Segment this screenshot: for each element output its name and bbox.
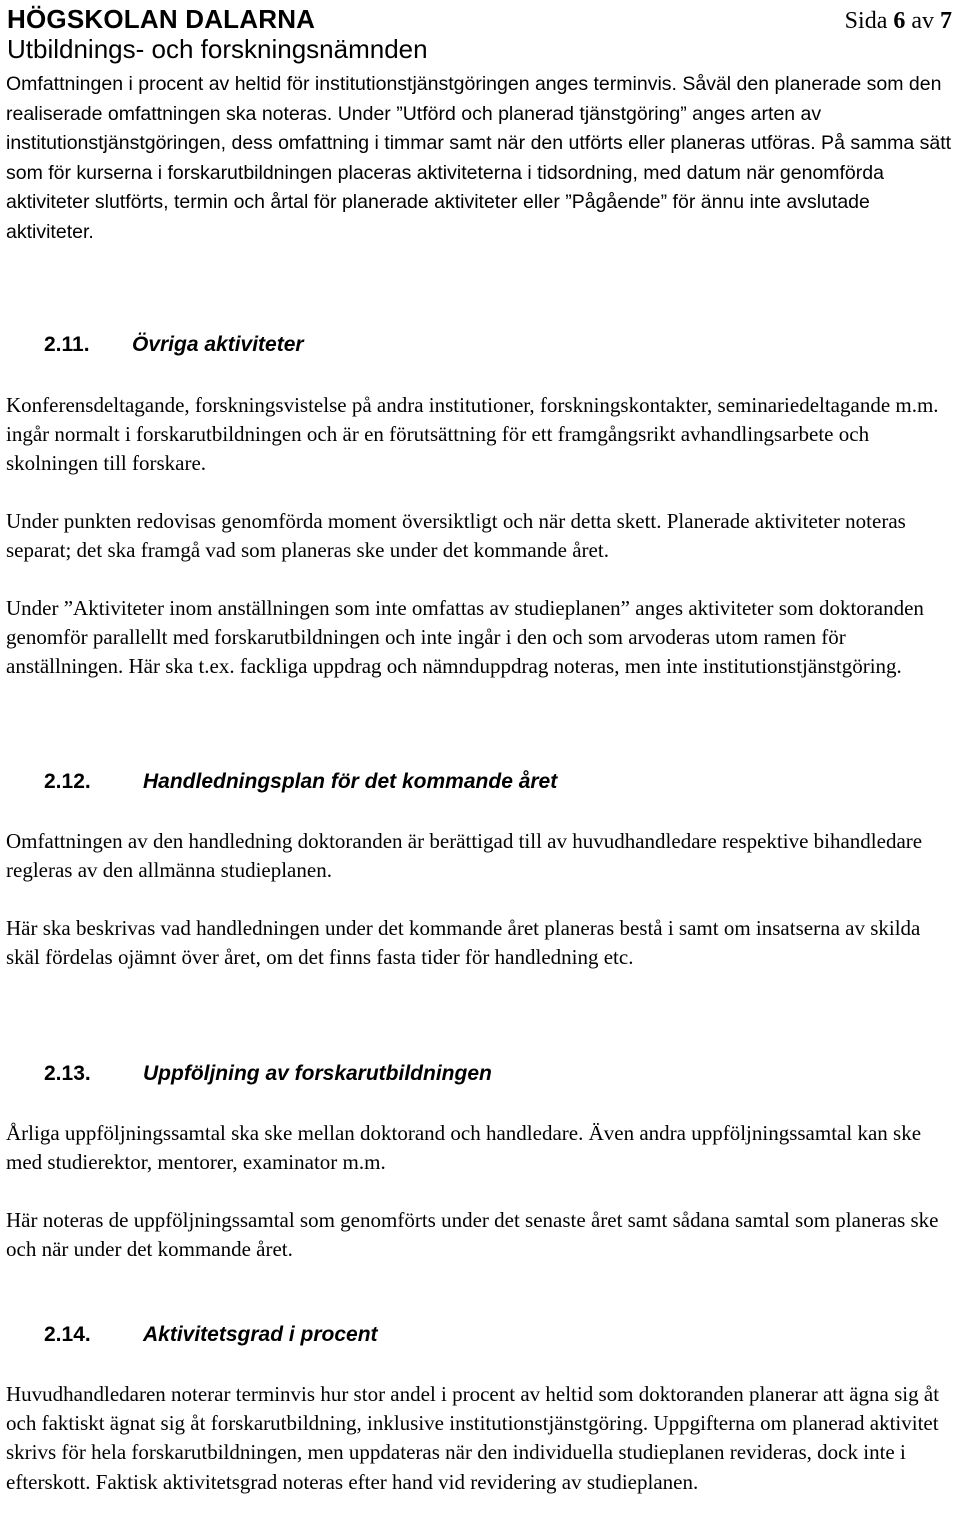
section-number: 2.13. bbox=[44, 1062, 91, 1085]
section-title: Uppföljning av forskarutbildningen bbox=[143, 1062, 492, 1085]
intro-text: Omfattningen i procent av heltid för institutionstjänstgöringen anges terminvis. Såväl den planerade som den realiserade omfattningen ska noteras. Under ”Utförd och planerad tjänstgöring” anges arten av institutionstjänstgöringen, dess omfattning i timmar samt när den utförts eller planeras utföras. På samma sätt som för kurserna i forskarutbildningen placeras aktiviteterna i tidsordning, med datum när genomförda aktiviteter slutförts, termin och årtal för planerade aktiviteter eller ”Pågående” för ännu inte avslutade aktiviteter. bbox=[6, 73, 952, 243]
section-number: 2.11. bbox=[44, 333, 90, 356]
department-name: Utbildnings- och forskningsnämnden bbox=[7, 34, 428, 64]
section-number: 2.14. bbox=[44, 1323, 91, 1346]
section-title: Handledningsplan för det kommande året bbox=[143, 770, 558, 793]
paragraph-text: Här ska beskrivas vad handledningen under det kommande året planeras bestå i samt om insatserna av skilda skäl fördelas ojämnt över året, om det finns fasta tider för handledning etc. bbox=[6, 916, 921, 970]
page-separator: av bbox=[911, 8, 934, 34]
section-heading-2-14 bbox=[44, 1323, 744, 1351]
paragraph-text: Omfattningen av den handledning doktoranden är berättigad till av huvudhandledare respektive bihandledare regleras av den allmänna studieplanen. bbox=[6, 829, 923, 883]
paragraph-text: Här noteras de uppföljningssamtal som genomförts under det senaste året samt sådana samtal som planeras ske och när under det kommande året. bbox=[6, 1208, 939, 1262]
intro-paragraph bbox=[6, 70, 956, 248]
institution-name: HÖGSKOLAN DALARNA bbox=[7, 4, 316, 34]
paragraph-text: Under ”Aktiviteter inom anställningen som inte omfattas av studieplanen” anges aktiviteter som doktoranden genomför parallellt med forskarutbildningen och inte ingår i den och som arvoderas utom ramen för anställningen. Här ska t.ex. fackliga uppdrag och nämnduppdrag noteras, men inte institutionstjänstgöring. bbox=[6, 596, 924, 679]
section-2-14-paragraph-1 bbox=[6, 1380, 956, 1497]
page-prefix: Sida bbox=[844, 8, 888, 34]
paragraph-text: Årliga uppföljningssamtal ska ske mellan doktorand och handledare. Även andra uppföljningssamtal kan ske med studierektor, mentorer, examinator m.m. bbox=[6, 1121, 922, 1175]
section-title: Övriga aktiviteter bbox=[132, 333, 304, 356]
section-2-13-paragraph-1 bbox=[6, 1119, 956, 1177]
section-2-11-paragraph-2 bbox=[6, 507, 956, 565]
section-2-13-paragraph-2 bbox=[6, 1206, 956, 1264]
page-total: 7 bbox=[940, 8, 952, 34]
section-heading-2-13 bbox=[44, 1062, 744, 1090]
page-number bbox=[845, 8, 952, 35]
section-number: 2.12. bbox=[44, 770, 91, 793]
section-2-12-paragraph-2 bbox=[6, 914, 956, 972]
page-header bbox=[7, 4, 428, 64]
paragraph-text: Konferensdeltagande, forskningsvistelse på andra institutioner, forskningskontakter, seminariedeltagande m.m. ingår normalt i forskarutbildningen och är en förutsättning för ett framgångsrikt avhandlingsarbete och skolningen till forskare. bbox=[6, 393, 939, 476]
section-2-11-paragraph-3 bbox=[6, 594, 956, 682]
page-current: 6 bbox=[893, 8, 906, 34]
paragraph-text: Under punkten redovisas genomförda moment översiktligt och när detta skett. Planerade aktiviteter noteras separat; det ska framgå vad som planeras ske under det kommande året. bbox=[6, 509, 906, 563]
section-title: Aktivitetsgrad i procent bbox=[143, 1323, 378, 1346]
section-heading-2-12 bbox=[44, 770, 744, 798]
paragraph-text: Huvudhandledaren noterar terminvis hur stor andel i procent av heltid som doktoranden planerar att ägna sig åt och faktiskt ägnat sig åt forskarutbildning, inklusive institutionstjänstgöring. Uppgifterna om planerad aktivitet skrivs för hela forskarutbildningen, men uppdateras när den individuella studieplanen revideras, dock inte i efterskott. Faktisk aktivitetsgrad noteras efter hand vid revidering av studieplanen. bbox=[6, 1382, 940, 1494]
section-heading-2-11 bbox=[44, 333, 644, 361]
section-2-11-paragraph-1 bbox=[6, 391, 956, 479]
section-2-12-paragraph-1 bbox=[6, 827, 956, 885]
